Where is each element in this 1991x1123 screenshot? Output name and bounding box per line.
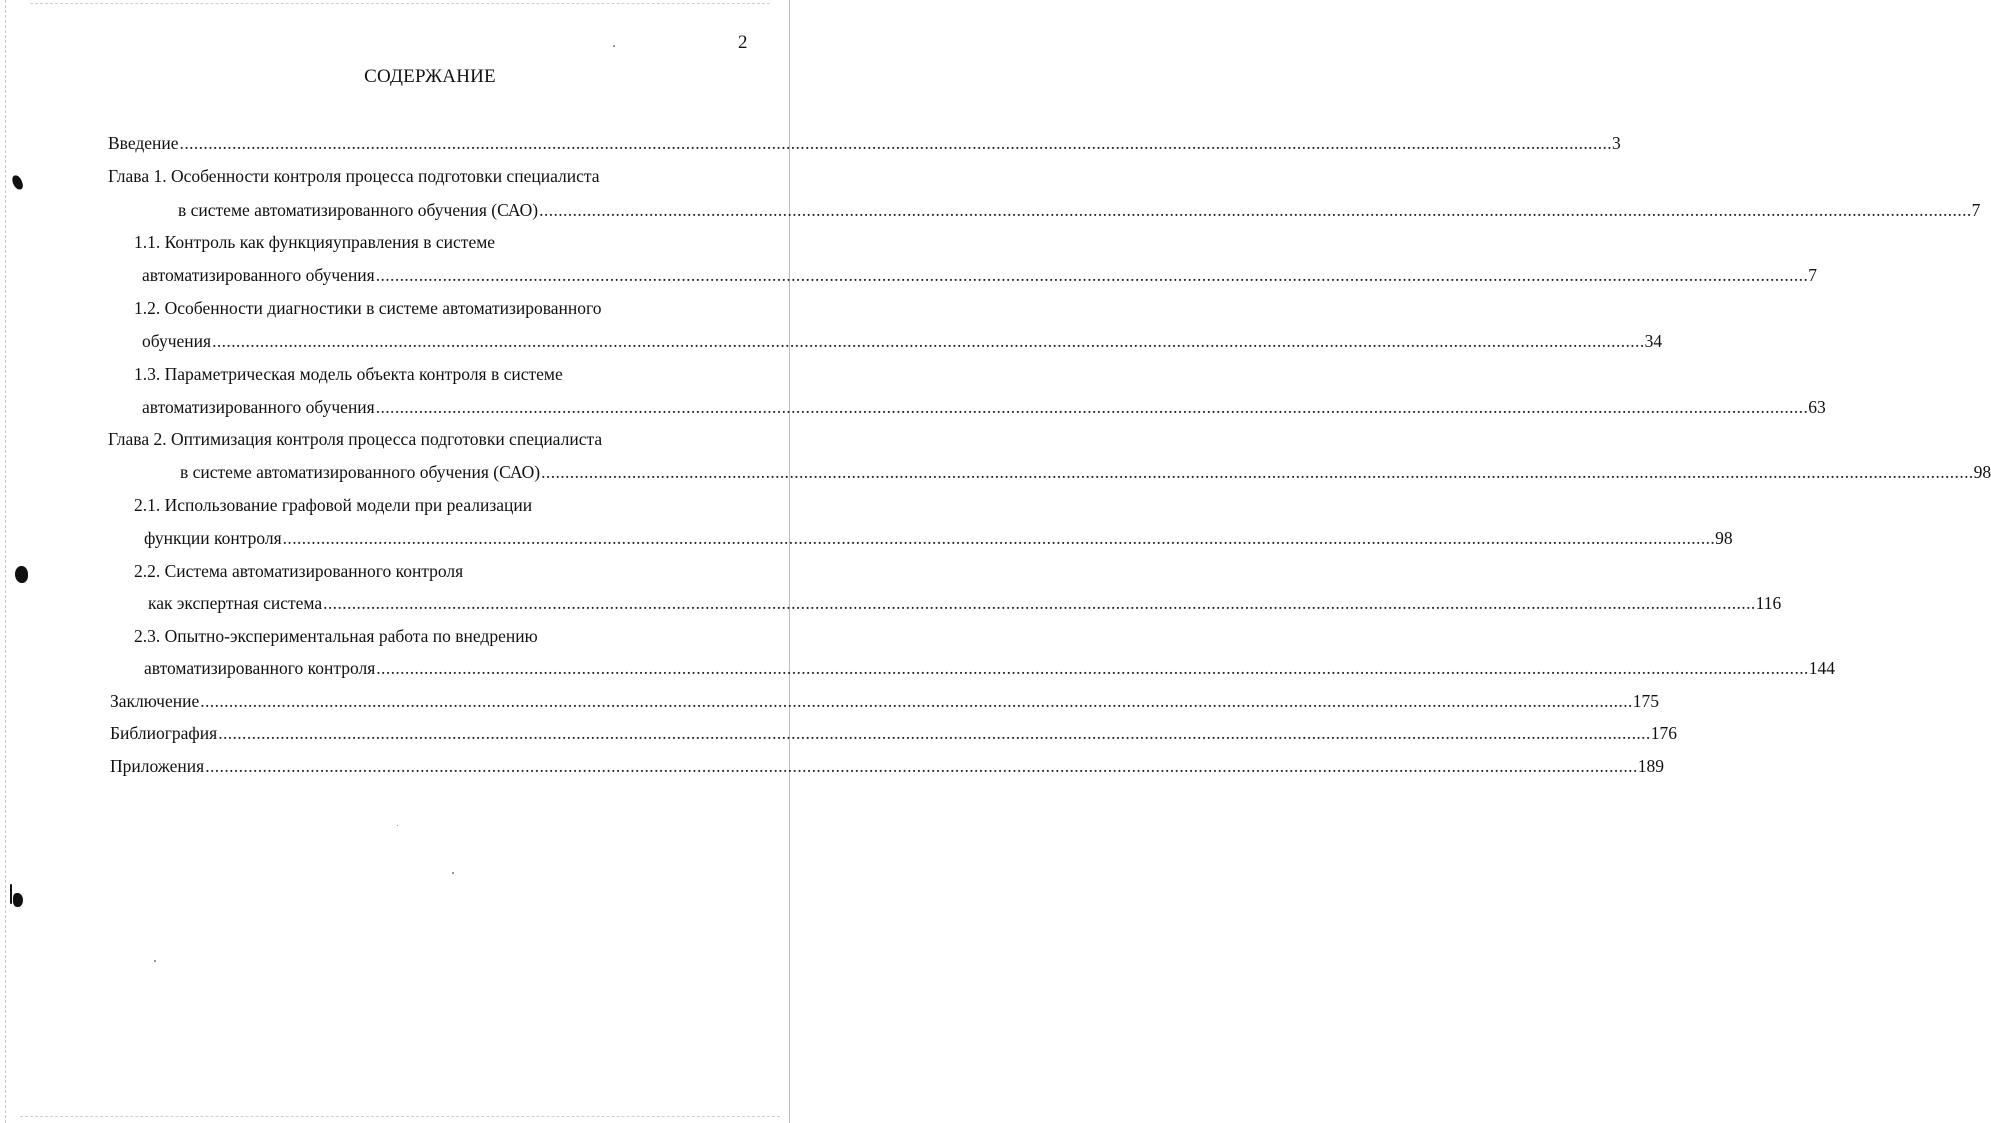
toc-entry-appendices (110, 755, 1664, 777)
scan-top-edge (30, 3, 770, 4)
toc-label: как экспертная система (148, 593, 323, 613)
toc-entry-section-1-1 (142, 264, 1817, 286)
toc-page-number: 3 (1612, 133, 1621, 153)
toc-chapter1-title: Глава 1. Особенности контроля процесса подготовки специалиста (108, 166, 600, 186)
scan-speck (613, 45, 615, 47)
toc-label: Библиография (110, 723, 218, 743)
dot-leader: ............................................................................................................................................................................................................................................................................................................ (323, 593, 1756, 613)
scan-speck (397, 825, 398, 826)
scan-left-edge (5, 0, 6, 1123)
toc-page-number: 144 (1808, 658, 1836, 678)
toc-section-2-1-title: 2.1. Использование графовой модели при реализации (134, 495, 533, 515)
toc-section-1-3-title: 1.3. Параметрическая модель объекта контроля в системе (134, 364, 563, 384)
page-title: СОДЕРЖАНИЕ (364, 66, 496, 87)
toc-page-number: 116 (1755, 593, 1782, 613)
toc-chapter2-title: Глава 2. Оптимизация контроля процесса подготовки специалиста (108, 429, 603, 449)
toc-label: функции контроля (144, 528, 282, 548)
toc-label: в системе автоматизированного обучения (САО) (178, 200, 539, 220)
dot-leader: ............................................................................................................................................................................................................................................................................................................ (218, 723, 1651, 743)
toc-entry-chapter1 (178, 199, 1981, 221)
toc-label: обучения (142, 331, 212, 351)
toc-label: в системе автоматизированного обучения (САО) (180, 462, 541, 482)
dot-leader: ............................................................................................................................................................................................................................................................................................................ (539, 200, 1972, 220)
scan-right-edge (789, 0, 790, 1123)
toc-label: автоматизированного контроля (144, 658, 376, 678)
toc-section-2-2-title: 2.2. Система автоматизированного контроля (134, 561, 464, 581)
toc-label: автоматизированного обучения (142, 265, 375, 285)
toc-entry-section-2-3 (144, 657, 1836, 679)
toc-entry-section-2-1 (144, 527, 1733, 549)
scan-speck (452, 872, 454, 874)
toc-page-number: 7 (1808, 265, 1817, 285)
toc-label: Заключение (110, 691, 200, 711)
binding-hole-mark (10, 884, 12, 904)
scan-speck (154, 960, 156, 962)
toc-entry-bibliography (110, 722, 1677, 744)
toc-label: Приложения (110, 756, 205, 776)
dot-leader: ............................................................................................................................................................................................................................................................................................................ (375, 265, 1809, 285)
dot-leader: ............................................................................................................................................................................................................................................................................................................ (541, 462, 1974, 482)
toc-section-2-3-title: 2.3. Опытно-экспериментальная работа по внедрению (134, 626, 538, 646)
toc-entry-section-2-2 (148, 592, 1782, 614)
toc-section-1-1-title: 1.1. Контроль как функцияуправления в системе (134, 232, 496, 252)
scan-bottom-edge (20, 1116, 780, 1117)
toc-page-number: 98 (1715, 528, 1733, 548)
dot-leader: ............................................................................................................................................................................................................................................................................................................ (179, 133, 1613, 153)
dot-leader: ............................................................................................................................................................................................................................................................................................................ (212, 331, 1645, 351)
toc-entry-section-1-3 (142, 396, 1826, 418)
dot-leader: ............................................................................................................................................................................................................................................................................................................ (205, 756, 1638, 776)
toc-page-number: 189 (1637, 756, 1664, 776)
dot-leader: ............................................................................................................................................................................................................................................................................................................ (282, 528, 1716, 548)
toc-entry-conclusion (110, 690, 1659, 712)
toc-page-number: 175 (1632, 691, 1659, 711)
toc-page-number: 63 (1808, 397, 1826, 417)
toc-entry-section-1-2 (142, 330, 1663, 352)
toc-page-number: 34 (1644, 331, 1663, 351)
toc-label: автоматизированного обучения (142, 397, 375, 417)
binding-hole-mark (11, 174, 25, 191)
dot-leader: ............................................................................................................................................................................................................................................................................................................ (200, 691, 1633, 711)
toc-section-1-2-title: 1.2. Особенности диагностики в системе автоматизированного (134, 298, 602, 318)
toc-page-number: 98 (1973, 462, 1991, 482)
binding-hole-mark (15, 566, 28, 583)
dot-leader: ............................................................................................................................................................................................................................................................................................................ (375, 397, 1809, 417)
toc-entry-chapter2 (180, 461, 1991, 483)
toc-page-number: 176 (1650, 723, 1677, 743)
toc-entry-introduction (108, 132, 1621, 154)
dot-leader: ............................................................................................................................................................................................................................................................................................................ (376, 658, 1809, 678)
binding-hole-mark (13, 893, 23, 907)
toc-page-number: 7 (1971, 200, 1981, 220)
page-number: 2 (738, 32, 748, 53)
toc-label: Введение (108, 133, 179, 153)
